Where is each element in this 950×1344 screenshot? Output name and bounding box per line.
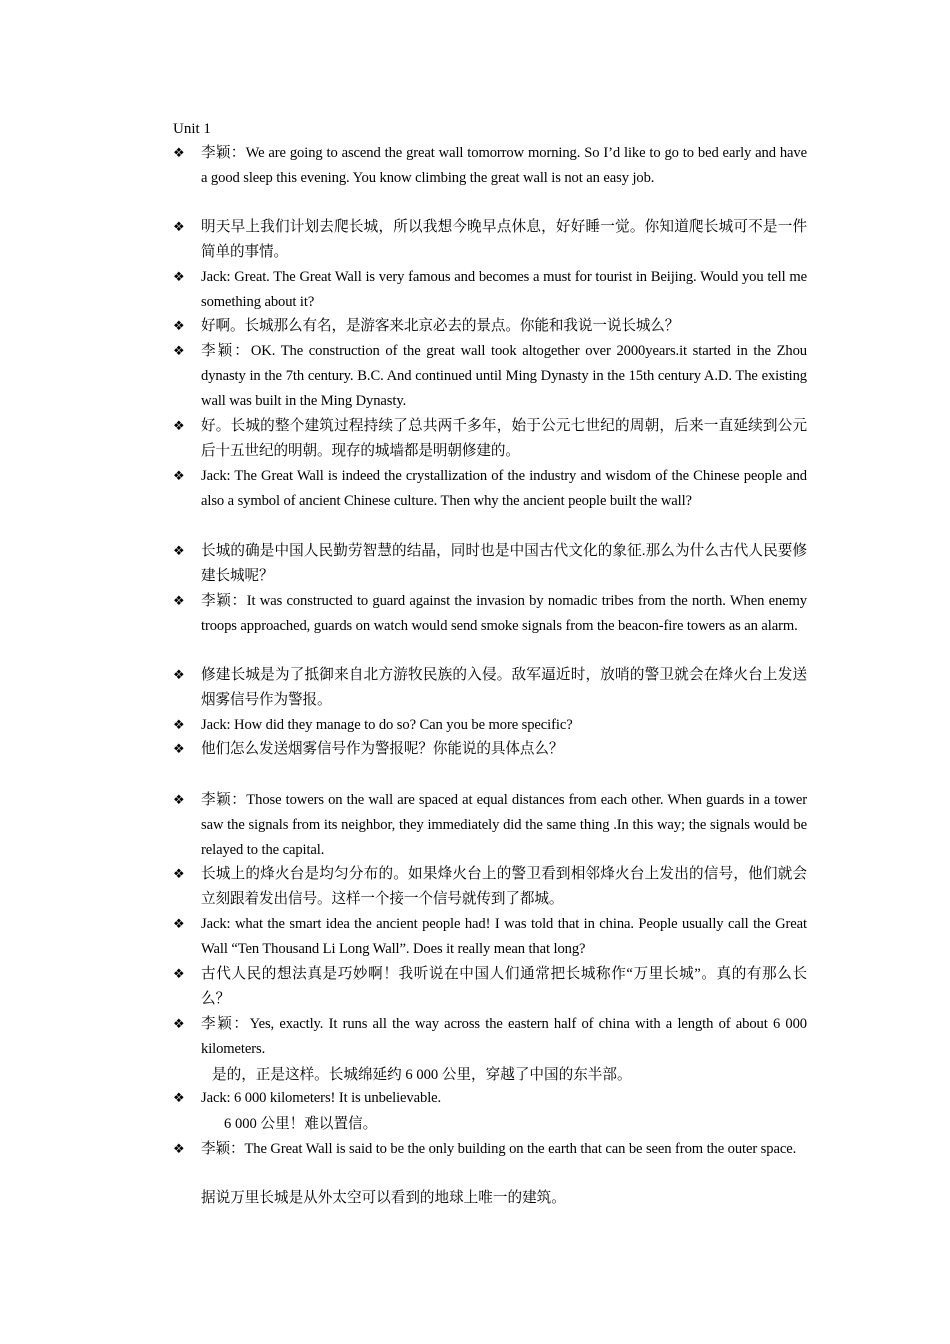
diamond-bullet-icon: ❖ (173, 469, 185, 484)
diamond-bullet-icon: ❖ (173, 220, 185, 235)
dialogue-text: 好。长城的整个建筑过程持续了总共两千多年，始于公元七世纪的周朝，后来一直延续到公元后十五世纪的明朝。现存的城墙都是明朝修建的。 (201, 418, 807, 459)
dialogue-text: Jack: How did they manage to do so? Can you be more specific? (201, 717, 573, 733)
dialogue-text: Jack: 6 000 kilometers! It is unbelievable. (201, 1090, 442, 1106)
diamond-bullet-icon: ❖ (173, 544, 185, 559)
dialogue-text: 李颖：Those towers on the wall are spaced at equal distances from each other. When guards in a tower saw the signals from its neighbor, they immediately did the same thing .In this way; the signals would be relayed to the capital. (201, 792, 807, 858)
diamond-bullet-icon: ❖ (173, 594, 185, 609)
dialogue-text: 明天早上我们计划去爬长城，所以我想今晚早点休息，好好睡一觉。你知道爬长城可不是一件简单的事情。 (201, 219, 807, 260)
diamond-bullet-icon: ❖ (173, 270, 185, 285)
diamond-bullet-icon: ❖ (173, 793, 185, 808)
diamond-bullet-icon: ❖ (173, 867, 185, 882)
diamond-bullet-icon: ❖ (173, 668, 185, 683)
diamond-bullet-icon: ❖ (173, 917, 185, 932)
dialogue-text: 长城的确是中国人民勤劳智慧的结晶，同时也是中国古代文化的象征.那么为什么古代人民要修建长城呢？ (201, 543, 807, 584)
translation-line: 6 000 公里！难以置信。 (224, 1116, 378, 1132)
diamond-bullet-icon: ❖ (173, 1017, 185, 1032)
dialogue-text: Jack: Great. The Great Wall is very famous and becomes a must for tourist in Beijing. Would you tell me something about it? (201, 269, 807, 310)
dialogue-text: 李颖：We are going to ascend the great wall tomorrow morning. So I’d like to go to bed early and have a good sleep this evening. You know climbing the great wall is not an easy job. (201, 145, 807, 186)
dialogue-text: 好啊。长城那么有名，是游客来北京必去的景点。你能和我说一说长城么？ (201, 318, 680, 334)
diamond-bullet-icon: ❖ (173, 967, 185, 982)
diamond-bullet-icon: ❖ (173, 344, 185, 359)
diamond-bullet-icon: ❖ (173, 419, 185, 434)
translation-line: 据说万里长城是从外太空可以看到的地球上唯一的建筑。 (201, 1190, 566, 1206)
dialogue-text: 李颖：Yes, exactly. It runs all the way across the eastern half of china with a length of about 6 000 kilometers. (201, 1016, 807, 1057)
dialogue-text: 古代人民的想法真是巧妙啊！我听说在中国人们通常把长城称作“万里长城”。真的有那么长么？ (201, 966, 807, 1007)
dialogue-text: Jack: what the smart idea the ancient people had! I was told that in china. People usually call the Great Wall “Ten Thousand Li Long Wall”. Does it really mean that long? (201, 916, 807, 957)
unit-heading: Unit 1 (173, 121, 211, 137)
diamond-bullet-icon: ❖ (173, 146, 185, 161)
diamond-bullet-icon: ❖ (173, 742, 185, 757)
dialogue-text: 李颖：It was constructed to guard against the invasion by nomadic tribes from the north. When enemy troops approached, guards on watch would send smoke signals from the beacon-fire towers as an alarm. (201, 593, 807, 634)
translation-line: 是的，正是这样。长城绵延约 6 000 公里，穿越了中国的东半部。 (212, 1067, 632, 1083)
diamond-bullet-icon: ❖ (173, 319, 185, 334)
dialogue-text: 他们怎么发送烟雾信号作为警报呢？你能说的具体点么？ (201, 741, 564, 757)
dialogue-text: 长城上的烽火台是均匀分布的。如果烽火台上的警卫看到相邻烽火台上发出的信号，他们就会立刻跟着发出信号。这样一个接一个信号就传到了都城。 (201, 866, 807, 907)
dialogue-text: 李颖：The Great Wall is said to be the only building on the earth that can be seen from the outer space. (201, 1141, 797, 1157)
diamond-bullet-icon: ❖ (173, 1142, 185, 1157)
dialogue-text: 李颖：OK. The construction of the great wall took altogether over 2000years.it started in the Zhou dynasty in the 7th century. B.C. And continued until Ming Dynasty in the 15th century A.D. The existing wall was built in the Ming Dynasty. (201, 343, 807, 409)
dialogue-text: 修建长城是为了抵御来自北方游牧民族的入侵。敌军逼近时，放哨的警卫就会在烽火台上发送烟雾信号作为警报。 (201, 667, 807, 708)
diamond-bullet-icon: ❖ (173, 1091, 185, 1106)
dialogue-text: Jack: The Great Wall is indeed the crystallization of the industry and wisdom of the Chinese people and also a symbol of ancient Chinese culture. Then why the ancient people built the wall? (201, 468, 807, 509)
diamond-bullet-icon: ❖ (173, 718, 185, 733)
